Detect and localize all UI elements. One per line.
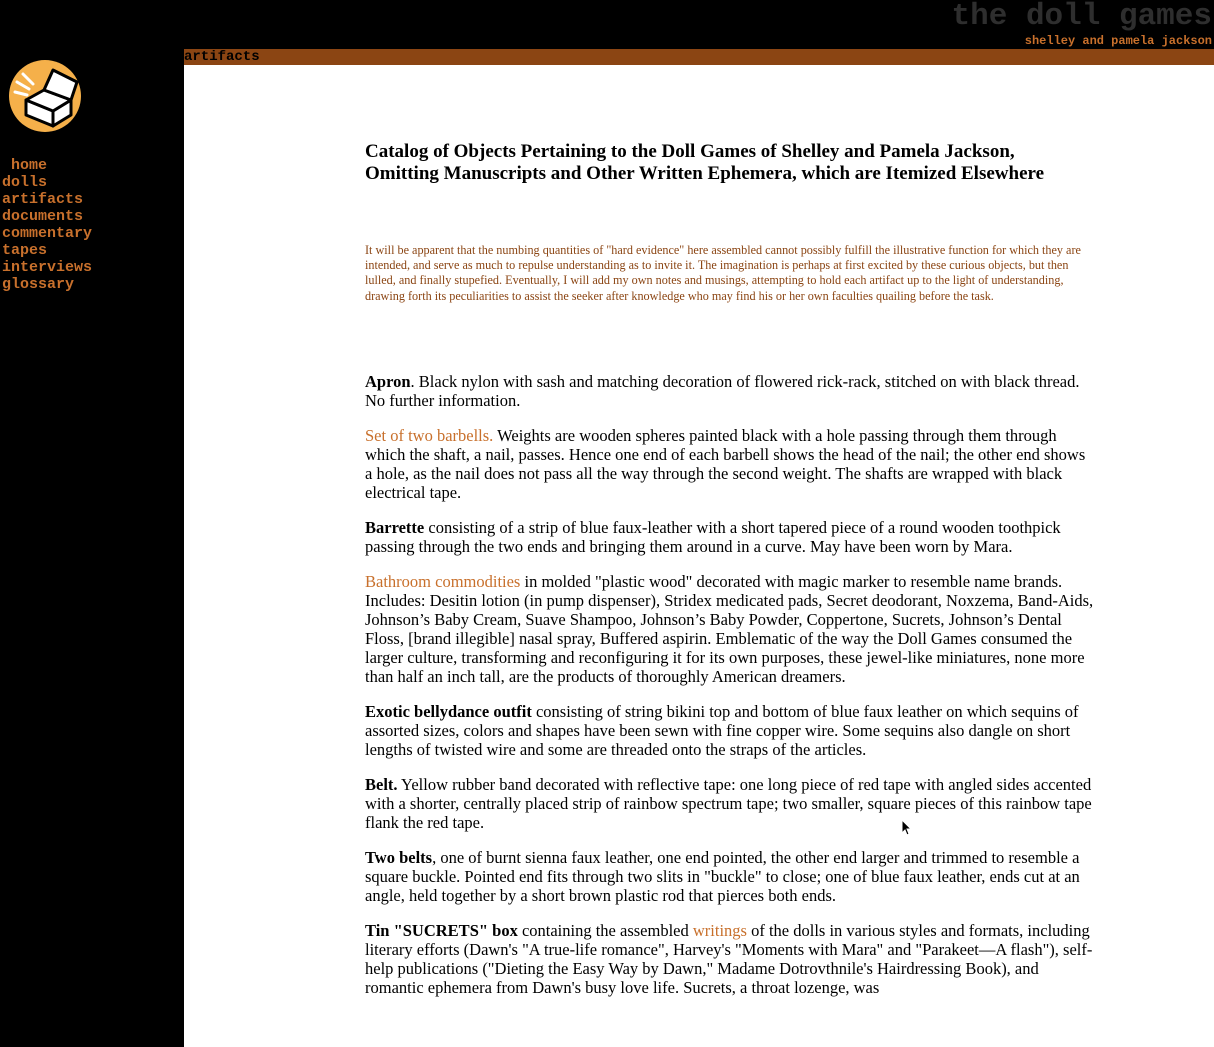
catalog-entry	[365, 518, 1095, 556]
entry-text: Weights are wooden spheres painted black with a hole passing through them through which the shaft, a nail, passes. Hence one end of each barbell shows the head of the nail; the other end shows a hole, as the nail does not pass all the way through the second weight. The shafts are wrapped with black electrical tape.	[365, 425, 1086, 502]
nav-item-commentary[interactable]: commentary	[2, 225, 93, 242]
nav-item-interviews[interactable]: interviews	[2, 259, 93, 276]
entry-text: in molded "plastic wood" decorated with magic marker to resemble name brands. Includes: Desitin lotion (in pump dispenser), Stridex medicated pads, Secret deodorant, Noxzema, Band-Aids, Johnson’s Baby Cream, Suave Shampoo, Johnson’s Baby Powder, Coppertone, Sucrets, Johnson’s Dental Floss, [brand illegible] nasal spray, Buffered aspirin. Emblematic of the way the Doll Games consumed the larger culture, transforming and reconfiguring it for its own purposes, these jewel-like miniatures, none more than half an inch tall, are the products of thoroughly American dreamers.	[365, 571, 1094, 686]
mouse-pointer-icon	[901, 819, 913, 837]
nav-item-dolls[interactable]: dolls	[2, 174, 48, 191]
nav-item-documents[interactable]: documents	[2, 208, 84, 225]
entry-term: Two belts	[365, 847, 433, 867]
intro-paragraph: It will be apparent that the numbing quantities of "hard evidence" here assembled cannot possibly fulfill the illustrative function for which they are intended, and serve as much to repulse understanding as to invite it. The imagination is perhaps at first excited by these curious objects, but then lulled, and finally stupefied. Eventually, I will add my own notes and musings, attempting to hold each artifact up to the light of understanding, drawing forth its peculiarities to assist the seeker after knowledge who may find his or her own faculties quailing before the task.	[365, 243, 1081, 303]
entry-term: Apron	[365, 371, 411, 391]
entry-term-link[interactable]: Set of two barbells.	[365, 425, 494, 445]
page-title-line-2: Omitting Manuscripts and Other Written Ephemera, which are Itemized Elsewhere	[365, 163, 1045, 184]
entry-term-link[interactable]: Bathroom commodities	[365, 571, 521, 591]
sidebar	[0, 49, 184, 1047]
section-label: artifacts	[184, 49, 260, 65]
entry-text: consisting of string bikini top and bottom of blue faux leather on which sequins of assorted sizes, colors and shapes have been sewn with fine copper wire. Some sequins also dangle on short lengths of twisted wire and some are threaded onto the straps of the articles.	[365, 701, 1079, 759]
entry-text: , one of burnt sienna faux leather, one end pointed, the other end larger and trimmed to resemble a square buckle. Pointed end fits through two slits in "buckle" to close; one of blue faux leather, ends cut at an angle, held together by a short brown plastic rod that pierces both ends.	[365, 847, 1080, 905]
header	[0, 0, 1214, 49]
nav-item-tapes[interactable]: tapes	[2, 242, 48, 259]
page-title-line-1: Catalog of Objects Pertaining to the Doll Games of Shelley and Pamela Jackson,	[365, 141, 1015, 162]
entry-text: containing the assembled	[517, 920, 693, 940]
catalog-entry	[365, 372, 1095, 410]
catalog-entry	[365, 921, 1095, 997]
main-column	[365, 141, 1095, 1013]
catalog-entry	[365, 775, 1095, 832]
entry-term: Tin "SUCRETS" box	[365, 920, 518, 940]
site-authors: shelley and pamela jackson	[1024, 34, 1212, 48]
entry-text: Yellow rubber band decorated with reflective tape: one long piece of red tape with angled sides accented with a shorter, centrally placed strip of rainbow spectrum tape; two smaller, square pieces of this rainbow tape flank the red tape.	[365, 774, 1092, 832]
entry-term: Exotic bellydance outfit	[365, 701, 532, 721]
catalog-entries	[365, 372, 1095, 997]
entry-text: consisting of a strip of blue faux-leather with a short tapered piece of a round wooden toothpick passing through the two ends and bringing them around in a curve. May have been worn by Mara.	[365, 517, 1061, 556]
nav-item-home[interactable]: home	[2, 157, 48, 174]
sidebar-nav	[2, 157, 92, 293]
entry-text: of the dolls in various styles and formats, including literary efforts (Dawn's "A true-life romance", Harvey's "Moments with Mara" and "Parakeet—A flash"), self-help publications ("Dieting the Easy Way by Dawn," Madame Dotrovthnile's Hairdressing Book), and romantic ephemera from Dawn's busy love life. Sucrets, a throat lozenge, was	[365, 920, 1093, 997]
catalog-entry	[365, 572, 1095, 686]
site-title: the doll games	[951, 0, 1212, 34]
nav-item-artifacts[interactable]: artifacts	[2, 191, 84, 208]
section-bar	[184, 49, 1214, 65]
entry-text: . Black nylon with sash and matching decoration of flowered rick-rack, stitched on with black thread. No further information.	[365, 371, 1080, 410]
entry-term: Belt.	[365, 774, 398, 794]
entry-term: Barrette	[365, 517, 425, 537]
content-area	[184, 65, 1214, 1047]
nav-item-glossary[interactable]: glossary	[2, 276, 75, 293]
writings-link[interactable]: writings	[692, 920, 747, 940]
catalog-entry	[365, 426, 1095, 502]
catalog-entry	[365, 848, 1095, 905]
catalog-entry	[365, 702, 1095, 759]
logo-open-box-icon[interactable]	[9, 60, 81, 132]
page-title	[365, 141, 1095, 185]
open-box-icon	[9, 60, 81, 132]
